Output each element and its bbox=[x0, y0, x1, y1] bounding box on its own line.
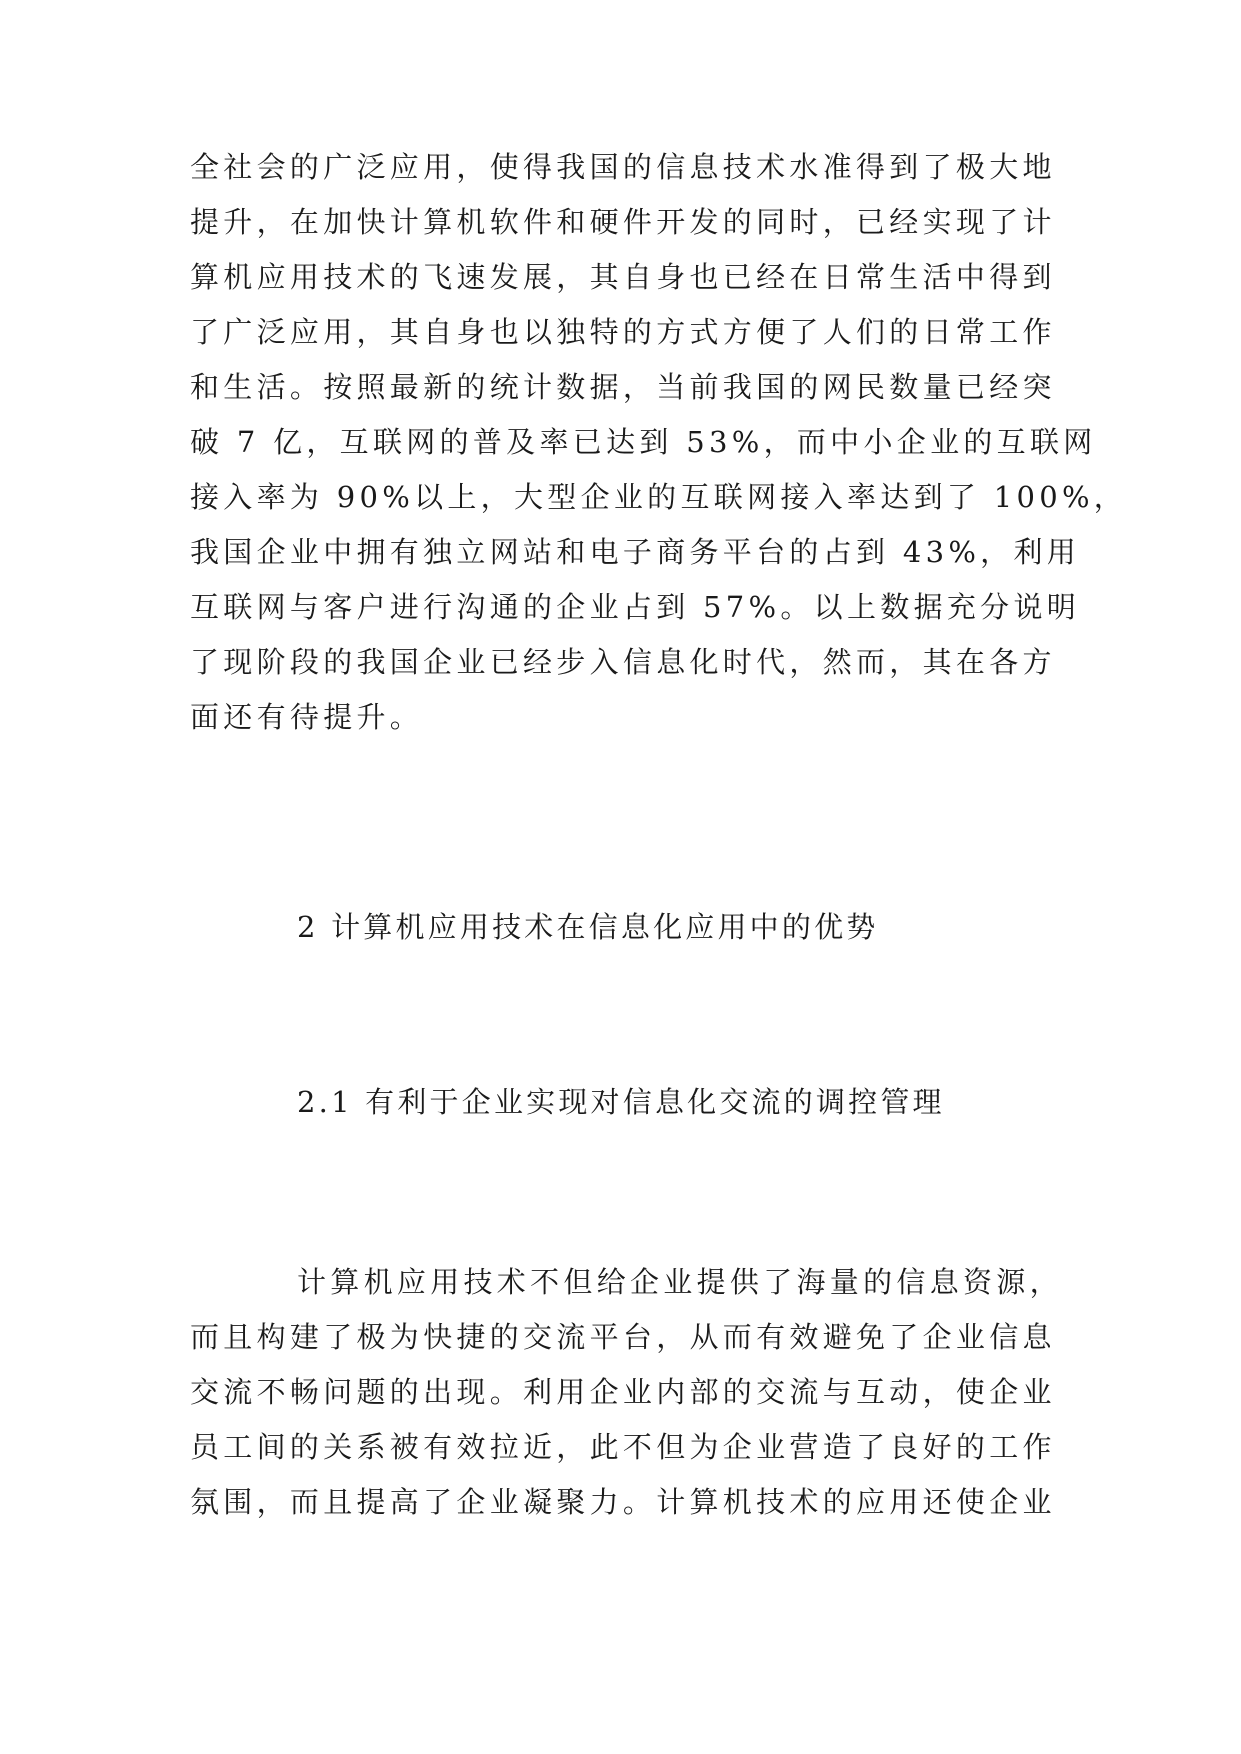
paragraph-1-line-4: 了广泛应用，其自身也以独特的方式方便了人们的日常工作 bbox=[190, 315, 1056, 349]
paragraph-2-line-2: 而且构建了极为快捷的交流平台，从而有效避免了企业信息 bbox=[190, 1320, 1056, 1354]
paragraph-1-line-9: 互联网与客户进行沟通的企业占到 57%。以上数据充分说明 bbox=[190, 590, 1081, 624]
paragraph-2-line-5: 氛围，而且提高了企业凝聚力。计算机技术的应用还使企业 bbox=[190, 1485, 1056, 1519]
section-heading-2: 2 计算机应用技术在信息化应用中的优势 bbox=[297, 910, 879, 944]
paragraph-1-line-3: 算机应用技术的飞速发展，其自身也已经在日常生活中得到 bbox=[190, 260, 1056, 294]
paragraph-1-line-11: 面还有待提升。 bbox=[190, 700, 424, 734]
paragraph-2-line-4: 员工间的关系被有效拉近，此不但为企业营造了良好的工作 bbox=[190, 1430, 1056, 1464]
paragraph-1-line-7: 接入率为 90%以上，大型企业的互联网接入率达到了 100%， bbox=[190, 480, 1128, 514]
paragraph-1-line-10: 了现阶段的我国企业已经步入信息化时代，然而，其在各方 bbox=[190, 645, 1056, 679]
subsection-heading-2-1: 2.1 有利于企业实现对信息化交流的调控管理 bbox=[297, 1085, 945, 1119]
paragraph-1-line-5: 和生活。按照最新的统计数据，当前我国的网民数量已经突 bbox=[190, 370, 1056, 404]
paragraph-1-line-6: 破 7 亿，互联网的普及率已达到 53%，而中小企业的互联网 bbox=[190, 425, 1097, 459]
paragraph-1-line-1: 全社会的广泛应用，使得我国的信息技术水准得到了极大地 bbox=[190, 150, 1056, 184]
paragraph-2-line-1: 计算机应用技术不但给企业提供了海量的信息资源， bbox=[297, 1265, 1063, 1299]
paragraph-1-line-2: 提升，在加快计算机软件和硬件开发的同时，已经实现了计 bbox=[190, 205, 1056, 239]
paragraph-1-line-8: 我国企业中拥有独立网站和电子商务平台的占到 43%，利用 bbox=[190, 535, 1081, 569]
paragraph-2-line-3: 交流不畅问题的出现。利用企业内部的交流与互动，使企业 bbox=[190, 1375, 1056, 1409]
